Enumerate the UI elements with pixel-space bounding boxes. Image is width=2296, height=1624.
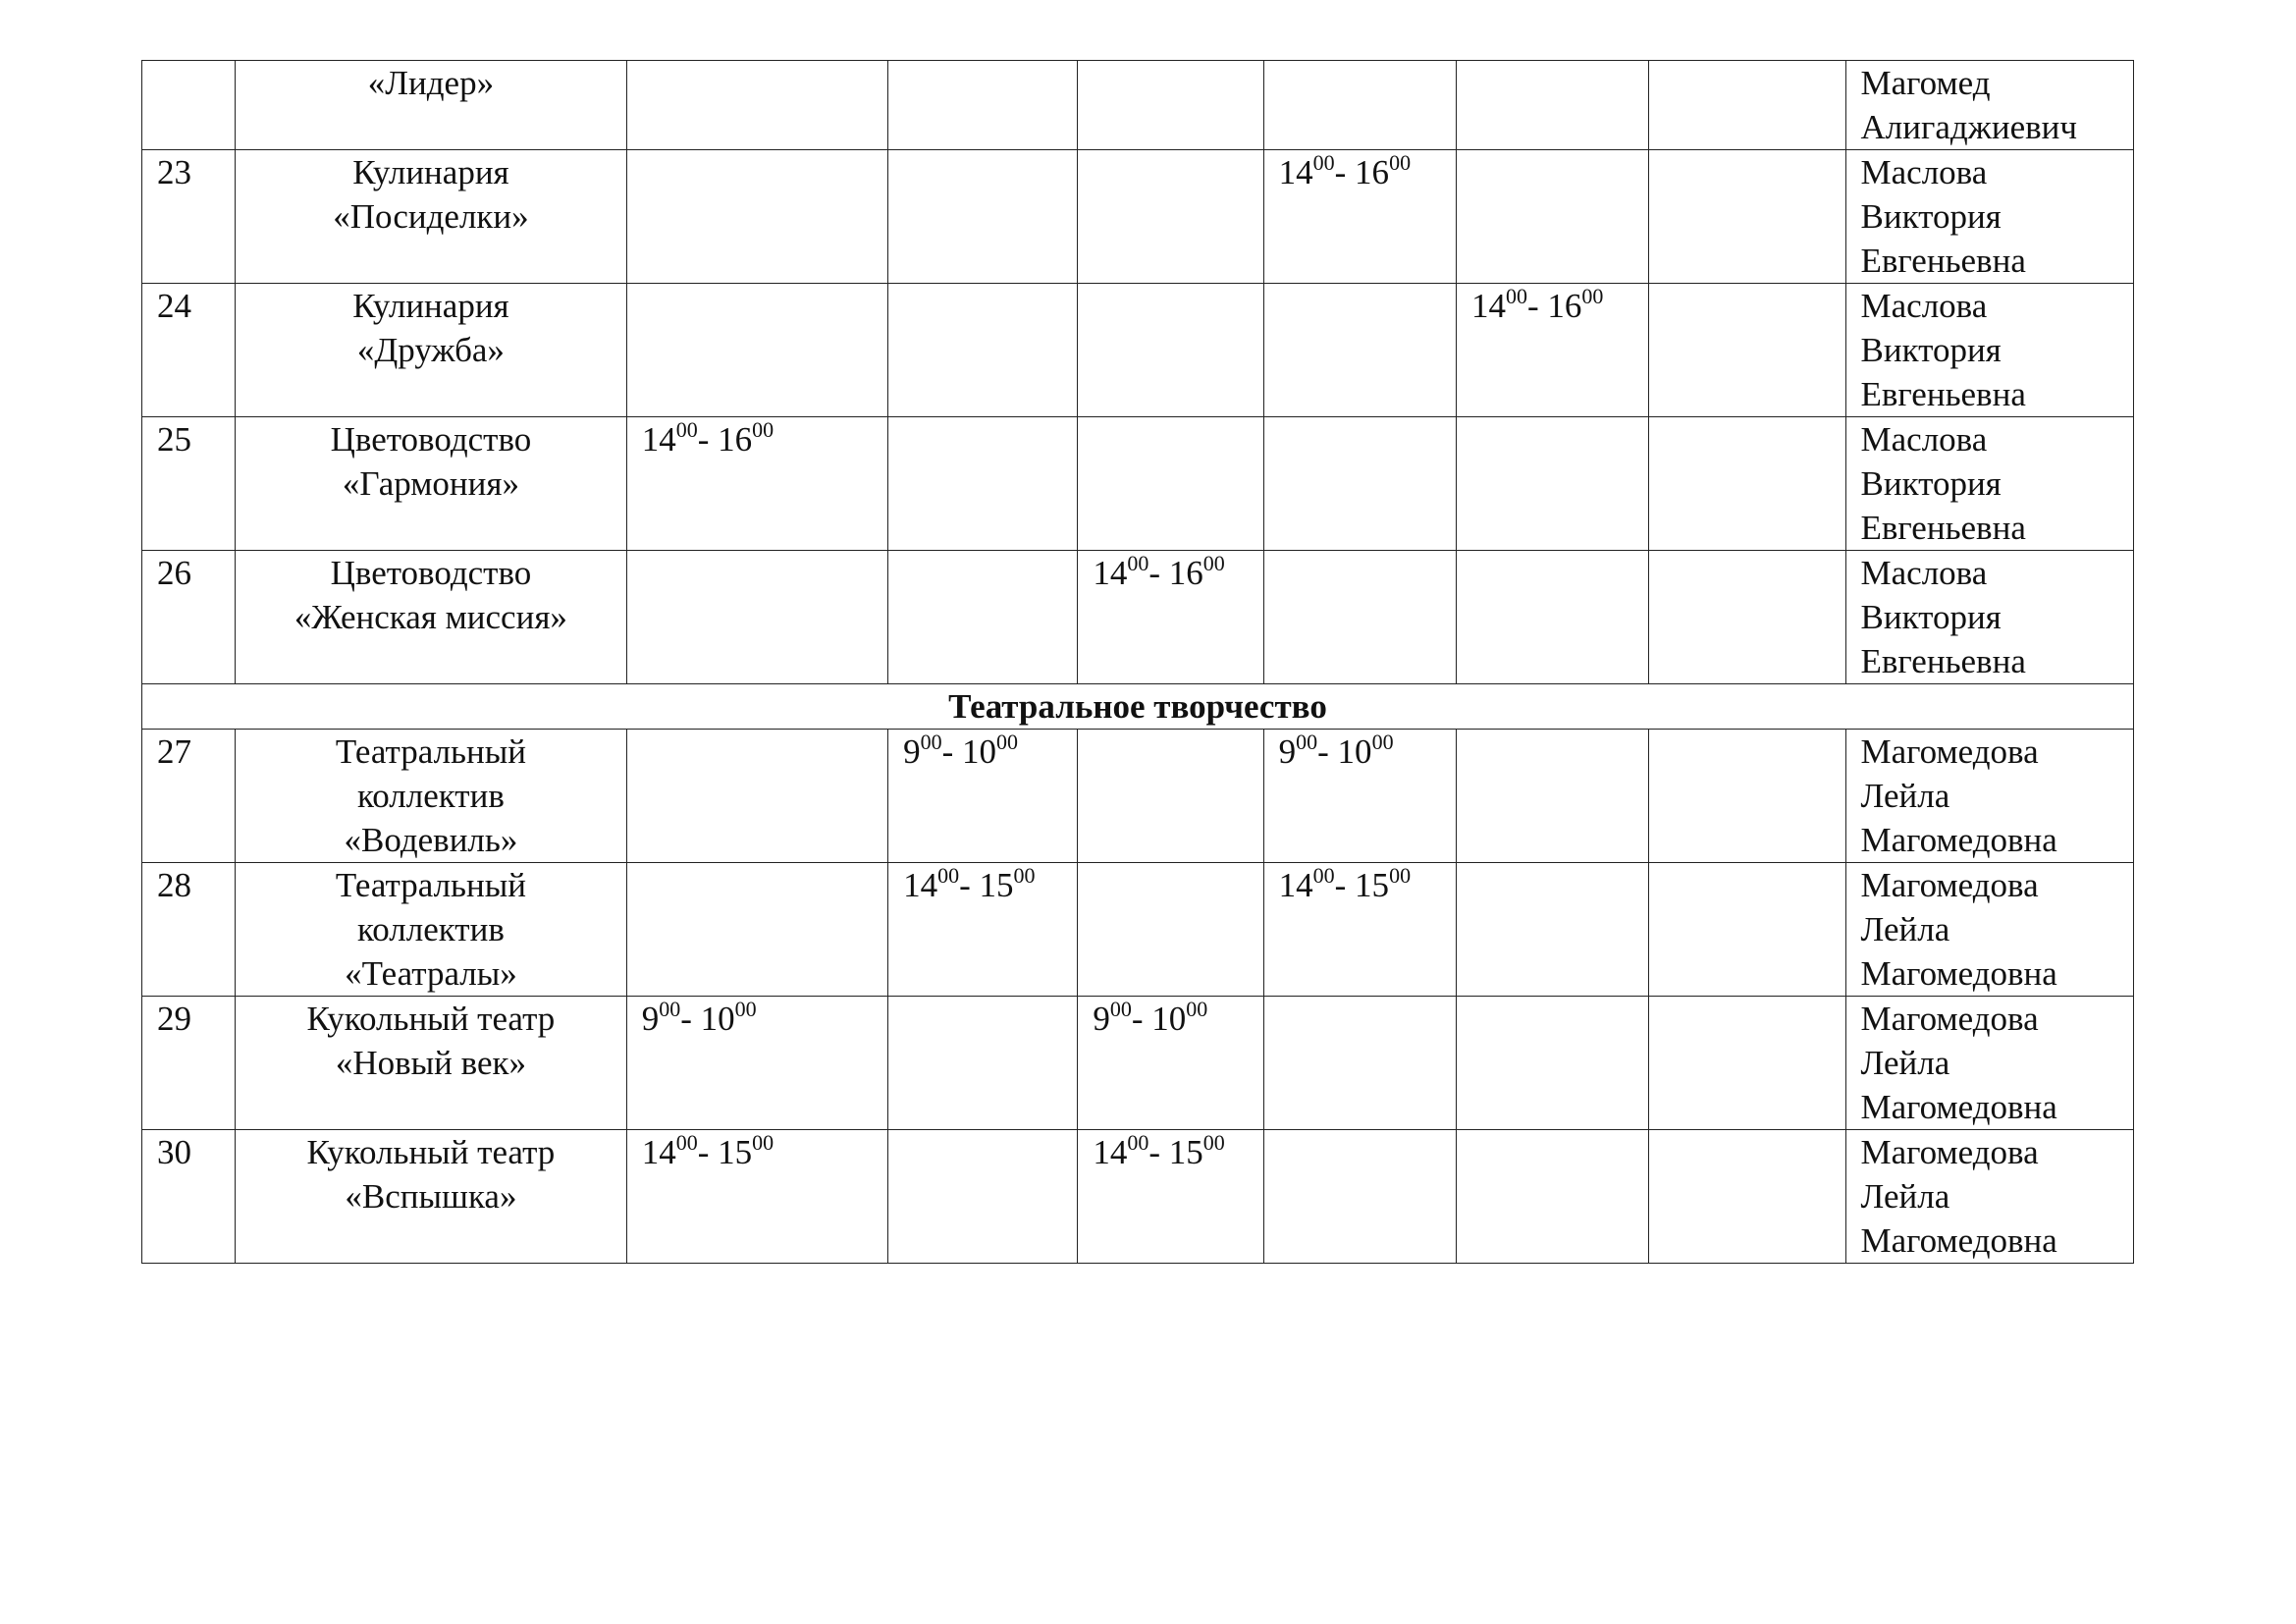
table-row	[142, 997, 2134, 1130]
row-number-cell: 28	[142, 863, 236, 997]
row-number-cell: 25	[142, 417, 236, 551]
table-row	[142, 417, 2134, 551]
time-minutes: 00	[1505, 284, 1527, 308]
leader-name-line: Евгеньевна	[1860, 242, 2026, 280]
club-name-cell	[236, 863, 627, 997]
leader-name-line: Евгеньевна	[1860, 375, 2026, 413]
time-slot-cell	[1078, 997, 1263, 1130]
time-minutes: 00	[1013, 863, 1036, 888]
time-minutes: 00	[675, 1130, 698, 1155]
time-minutes: 00	[1389, 150, 1412, 175]
time-slot-cell	[888, 997, 1078, 1130]
row-number-cell: 27	[142, 730, 236, 863]
leader-name-line: Лейла	[1860, 777, 1950, 815]
leader-cell	[1845, 284, 2134, 417]
time-minutes: 00	[1202, 1130, 1225, 1155]
leader-name-line: Евгеньевна	[1860, 509, 2026, 547]
schedule-table-body	[142, 61, 2134, 1264]
club-name-line: Кулинария	[352, 153, 509, 191]
leader-cell	[1845, 863, 2134, 997]
row-number-cell: 24	[142, 284, 236, 417]
time-range: $9^{00}-$ $10^{00}$	[641, 997, 757, 1038]
time-slot-cell	[888, 417, 1078, 551]
table-row	[142, 150, 2134, 284]
time-slot-cell	[626, 417, 887, 551]
row-number-cell	[142, 61, 236, 150]
club-name-cell	[236, 1130, 627, 1264]
time-minutes: 00	[752, 417, 774, 442]
time-minutes: 00	[1109, 997, 1132, 1021]
leader-name-line: Евгеньевна	[1860, 642, 2026, 680]
schedule-table	[141, 60, 2134, 1264]
time-slot-cell	[1263, 551, 1456, 684]
club-name-cell	[236, 730, 627, 863]
table-row	[142, 863, 2134, 997]
time-slot-cell	[1263, 284, 1456, 417]
time-slot-cell	[1263, 863, 1456, 997]
time-range: $14^{00}-$ $16^{00}$	[1470, 284, 1604, 325]
time-range: $14^{00}-$ $16^{00}$	[641, 417, 774, 459]
time-minutes: 00	[996, 730, 1019, 754]
time-slot-cell	[1649, 730, 1845, 863]
club-name-line: Цветоводство	[330, 554, 532, 592]
time-slot-cell	[1456, 284, 1648, 417]
club-name-cell	[236, 61, 627, 150]
time-minutes: 00	[1389, 863, 1412, 888]
time-slot-cell	[1263, 997, 1456, 1130]
leader-name-line: Виктория	[1860, 197, 2002, 236]
club-name-line: «Дружба»	[356, 331, 505, 369]
time-range: $14^{00}-$ $16^{00}$	[1278, 150, 1412, 191]
time-slot-cell	[1263, 1130, 1456, 1264]
time-minutes: 00	[1312, 863, 1335, 888]
time-slot-cell	[1456, 1130, 1648, 1264]
leader-name-line: Виктория	[1860, 331, 2002, 369]
time-slot-cell	[1649, 863, 1845, 997]
leader-name-line: Виктория	[1860, 598, 2002, 636]
time-slot-cell	[888, 730, 1078, 863]
time-slot-cell	[1649, 551, 1845, 684]
row-number-cell: 23	[142, 150, 236, 284]
time-range: $9^{00}-$ $10^{00}$	[903, 730, 1019, 771]
time-minutes: 00	[734, 997, 757, 1021]
time-slot-cell	[626, 997, 887, 1130]
club-name-line: «Вспышка»	[345, 1177, 517, 1216]
row-number-cell: 29	[142, 997, 236, 1130]
leader-name-line: Магомедова	[1860, 1133, 2039, 1171]
time-minutes: 00	[1186, 997, 1208, 1021]
leader-name-line: Магомедова	[1860, 1000, 2039, 1038]
leader-name-line: Лейла	[1860, 910, 1950, 948]
club-name-line: Театральный	[335, 732, 526, 771]
time-slot-cell	[1456, 417, 1648, 551]
time-slot-cell	[1649, 997, 1845, 1130]
time-minutes: 00	[1312, 150, 1335, 175]
time-slot-cell	[1078, 417, 1263, 551]
club-name-line: «Театралы»	[345, 954, 517, 993]
time-slot-cell	[1649, 150, 1845, 284]
time-range: $9^{00}-$ $10^{00}$	[1093, 997, 1208, 1038]
time-slot-cell	[1456, 61, 1648, 150]
club-name-line: Цветоводство	[330, 420, 532, 459]
time-minutes: 00	[1127, 1130, 1149, 1155]
time-slot-cell	[1649, 417, 1845, 551]
leader-cell	[1845, 61, 2134, 150]
time-slot-cell	[888, 863, 1078, 997]
leader-name-line: Лейла	[1860, 1177, 1950, 1216]
club-name-cell	[236, 150, 627, 284]
time-minutes: 00	[675, 417, 698, 442]
time-slot-cell	[1649, 284, 1845, 417]
time-slot-cell	[1078, 1130, 1263, 1264]
time-range: $14^{00}-$ $15^{00}$	[1278, 863, 1412, 904]
leader-name-line: Магомедовна	[1860, 954, 2057, 993]
time-range: $14^{00}-$ $16^{00}$	[1093, 551, 1225, 592]
leader-name-line: Магомедовна	[1860, 1088, 2057, 1126]
section-header-row	[142, 684, 2134, 730]
time-slot-cell	[626, 61, 887, 150]
time-minutes: 00	[1296, 730, 1318, 754]
club-name-line: коллектив	[357, 910, 505, 948]
time-minutes: 00	[1581, 284, 1604, 308]
club-name-line: «Водевиль»	[344, 821, 518, 859]
leader-cell	[1845, 417, 2134, 551]
time-minutes: 00	[1202, 551, 1225, 575]
club-name-line: Кукольный театр	[306, 1000, 556, 1038]
time-slot-cell	[626, 551, 887, 684]
time-slot-cell	[888, 150, 1078, 284]
time-slot-cell	[626, 284, 887, 417]
leader-name-line: Маслова	[1860, 554, 1988, 592]
club-name-cell	[236, 997, 627, 1130]
time-slot-cell	[1078, 284, 1263, 417]
club-name-line: «Женская миссия»	[294, 598, 567, 636]
club-name-line: «Посиделки»	[333, 197, 529, 236]
time-slot-cell	[1456, 863, 1648, 997]
time-minutes: 00	[752, 1130, 774, 1155]
club-name-cell	[236, 417, 627, 551]
leader-cell	[1845, 150, 2134, 284]
leader-cell	[1845, 1130, 2134, 1264]
time-slot-cell	[1078, 61, 1263, 150]
club-name-line: «Гармония»	[342, 464, 519, 503]
time-slot-cell	[888, 1130, 1078, 1264]
time-minutes: 00	[659, 997, 681, 1021]
row-number-cell: 26	[142, 551, 236, 684]
club-name-cell	[236, 284, 627, 417]
club-name-line: «Новый век»	[335, 1044, 527, 1082]
table-row	[142, 1130, 2134, 1264]
time-slot-cell	[1078, 730, 1263, 863]
leader-name-line: Магомедовна	[1860, 1221, 2057, 1260]
club-name-cell	[236, 551, 627, 684]
time-slot-cell	[1649, 1130, 1845, 1264]
time-slot-cell	[888, 284, 1078, 417]
club-name-line: Кулинария	[352, 287, 509, 325]
leader-name-line: Алигаджиевич	[1860, 108, 2077, 146]
time-slot-cell	[1456, 730, 1648, 863]
time-slot-cell	[1456, 997, 1648, 1130]
club-name-line: Театральный	[335, 866, 526, 904]
time-slot-cell	[1078, 863, 1263, 997]
time-slot-cell	[1263, 150, 1456, 284]
time-range: $9^{00}-$ $10^{00}$	[1278, 730, 1394, 771]
leader-name-line: Маслова	[1860, 153, 1988, 191]
table-row	[142, 284, 2134, 417]
table-row	[142, 730, 2134, 863]
leader-name-line: Магомедова	[1860, 866, 2039, 904]
club-name-line: «Лидер»	[367, 64, 495, 102]
row-number-cell: 30	[142, 1130, 236, 1264]
time-slot-cell	[1078, 150, 1263, 284]
time-slot-cell	[888, 551, 1078, 684]
time-range: $14^{00}-$ $15^{00}$	[903, 863, 1036, 904]
time-slot-cell	[626, 730, 887, 863]
section-title: Театральное творчество	[142, 684, 2134, 730]
leader-name-line: Лейла	[1860, 1044, 1950, 1082]
time-minutes: 00	[1371, 730, 1394, 754]
leader-name-line: Виктория	[1860, 464, 2002, 503]
time-range: $14^{00}-$ $15^{00}$	[641, 1130, 774, 1171]
time-slot-cell	[626, 863, 887, 997]
leader-name-line: Магомедова	[1860, 732, 2039, 771]
leader-cell	[1845, 551, 2134, 684]
leader-name-line: Магомедовна	[1860, 821, 2057, 859]
time-slot-cell	[1456, 551, 1648, 684]
leader-cell	[1845, 730, 2134, 863]
table-row	[142, 551, 2134, 684]
time-slot-cell	[1263, 730, 1456, 863]
club-name-line: коллектив	[357, 777, 505, 815]
time-slot-cell	[888, 61, 1078, 150]
club-name-line: Кукольный театр	[306, 1133, 556, 1171]
leader-name-line: Маслова	[1860, 287, 1988, 325]
time-range: $14^{00}-$ $15^{00}$	[1093, 1130, 1225, 1171]
time-slot-cell	[626, 150, 887, 284]
time-minutes: 00	[1127, 551, 1149, 575]
time-slot-cell	[1263, 61, 1456, 150]
time-slot-cell	[1078, 551, 1263, 684]
time-minutes: 00	[920, 730, 942, 754]
time-minutes: 00	[937, 863, 960, 888]
time-slot-cell	[1263, 417, 1456, 551]
table-row-continued	[142, 61, 2134, 150]
leader-cell	[1845, 997, 2134, 1130]
time-slot-cell	[1456, 150, 1648, 284]
leader-name-line: Магомед	[1860, 64, 1991, 102]
leader-name-line: Маслова	[1860, 420, 1988, 459]
time-slot-cell	[1649, 61, 1845, 150]
time-slot-cell	[626, 1130, 887, 1264]
